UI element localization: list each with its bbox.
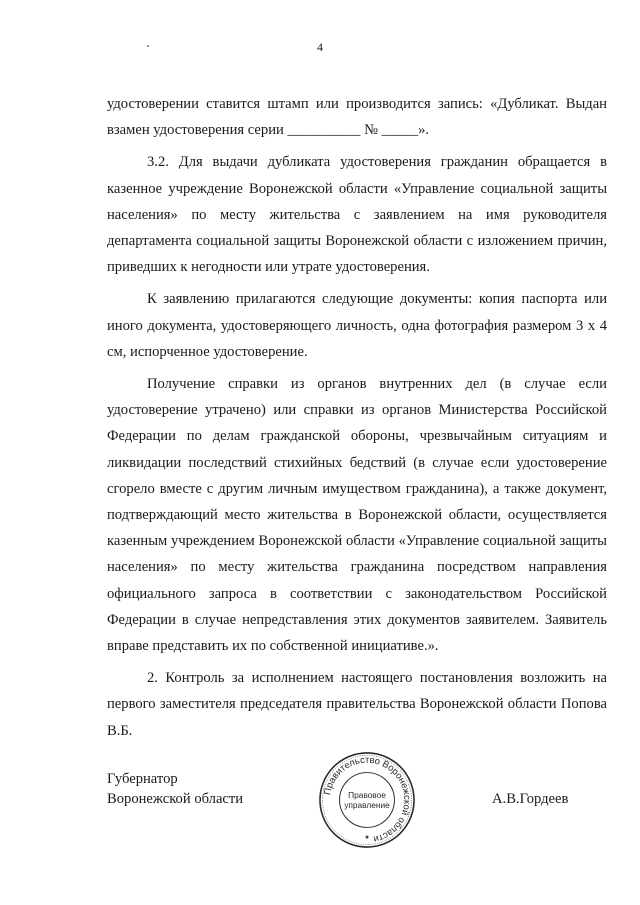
paragraph-control: 2. Контроль за исполнением настоящего постановления возложить на первого заместителя председателя правительства Воронежской области Попова В.Б. <box>107 670 607 739</box>
paragraph-continuation: удостоверении ставится штамп или производится запись: «Дубликат. Выдан взамен удостоверения серии __________ № _____». <box>107 96 607 139</box>
document-body <box>107 91 607 750</box>
paragraph-certificates: Получение справки из органов внутренних дел (в случае если удостоверение утрачено) или справки из органов Министерства Российской Федерации по делам гражданской обороны, чрезвычайным ситуациям и ликвидации последствий стихийных бедствий (в случае если удостоверение сгорело вместе с другим личным имуществом гражданина), а также документ, подтверждающий место жительства в Воронежской области, осуществляется казенным учреждением Воронежской области «Управление социальной защиты населения» по месту жительства гражданина посредством направления официального запроса в соответствии с законодательством Российской Федерации в случае непредставления этих документов заявителем. Заявитель вправе представить их по собственной инициативе.». <box>107 376 607 655</box>
paragraph-3-2: 3.2. Для выдачи дубликата удостоверения гражданин обращается в казенное учреждение Воронежской области «Управление социальной защиты населения» по месту жительства с заявлением на имя руководителя департамента социальной защиты Воронежской области с изложением причин, приведших к негодности или утрате удостоверения. <box>107 154 607 276</box>
seal-center-line1: Правовое <box>348 790 386 801</box>
seal-center-line2: управление <box>344 799 390 810</box>
seal-star-icon: ★ <box>364 835 370 842</box>
seal-graphic <box>318 751 416 849</box>
signatory-region: Воронежской области <box>107 791 244 807</box>
official-seal-stamp <box>318 751 416 849</box>
seal-outer-text: Правительство Воронежской области <box>321 753 414 846</box>
signatory-name: А.В.Гордеев <box>492 791 569 807</box>
page-number: 4 <box>317 40 323 54</box>
signatory-title <box>107 769 243 809</box>
signatory-position: Губернатор <box>107 771 178 787</box>
paragraph-attachments: К заявлению прилагаются следующие документы: копия паспорта или иного документа, удостоверяющего личность, одна фотография размером 3 x 4 см, испорченное удостоверение. <box>107 291 607 360</box>
